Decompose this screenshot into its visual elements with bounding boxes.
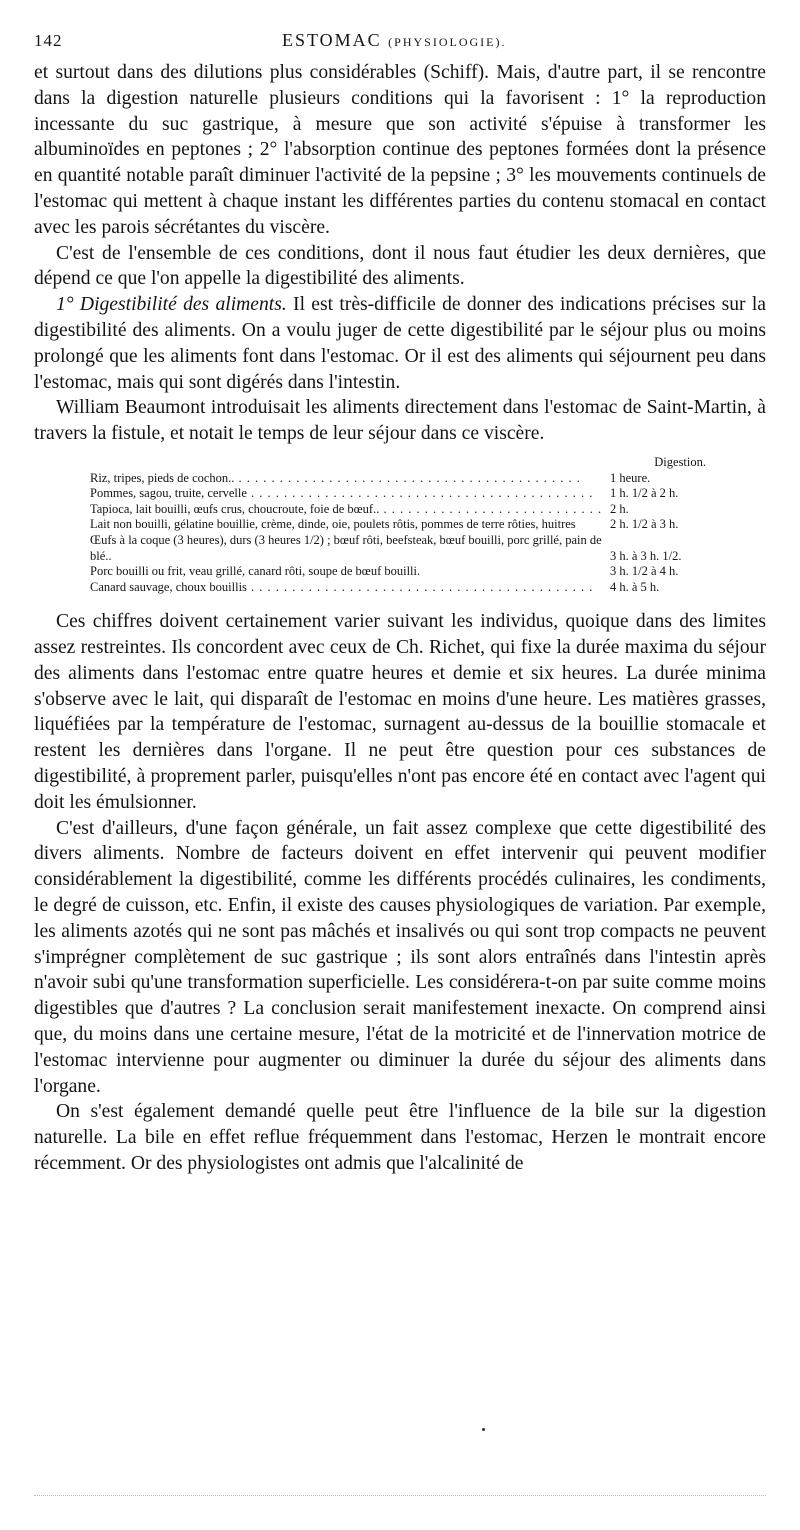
paragraph-3: [34, 292, 766, 395]
paragraph-1: et surtout dans des dilutions plus considérables (Schiff). Mais, d'autre part, il se rencontre dans la digestion naturelle plusieurs conditions qui la favorisent : 1° la reproduction incessante du suc gastrique, à mesure que son activité s'épuise à transformer les albuminoïdes en peptones ; 2° l'absorption continue des peptones formées dont la présence en quantité notable paraît diminuer l'activité de la pepsine ; 3° les mouvements continuels de l'estomac qui mettent à chaque instant les différentes parties du contenu stomacal en contact avec les parois sécrétantes du viscère.: [34, 62, 766, 238]
table-row: [90, 517, 710, 533]
page-number: 142: [34, 31, 63, 50]
page-footer-rule: [34, 1495, 766, 1496]
table-time: 4 h. à 5 h.: [610, 579, 660, 594]
paragraph-6: C'est d'ailleurs, d'une façon générale, un fait assez complexe que cette digestibilité des divers aliments. Nombre de facteurs doivent en effet intervenir qui peuvent modifier considérablement la digestibilité, comme les différents procédés culinaires, les condiments, le degré de cuisson, etc. Enfin, il existe des causes physiologiques de variation. Par exemple, les aliments azotés qui ne sont pas mâchés et insalivés ou qui sont trop compacts ne peuvent s'imprégner complètement de suc gastrique ; ils sont alors entraînés dans l'intestin après n'avoir subi qu'une transformation superficielle. Les considérera-t-on par suite comme moins digestibles que d'autres ? La conclusion serait manifestement inexacte. On comprend ainsi que, du moins dans une certaine mesure, l'état de la motricité et de l'innervation motrice de l'estomac intervienne pour augmenter ou diminuer la durée du séjour des aliments dans l'organe.: [34, 817, 766, 1097]
paragraph-2: C'est de l'ensemble de ces conditions, dont il nous faut étudier les deux dernières, que dépend ce que l'on appelle la digestibilité des aliments.: [34, 242, 766, 290]
table-header: Digestion.: [654, 454, 706, 469]
table-time: 3 h. à 3 h. 1/2.: [610, 548, 682, 563]
table-food: Porc bouilli ou frit, veau grillé, canard rôti, soupe de bœuf bouilli.: [90, 564, 421, 579]
running-header: [34, 30, 766, 60]
table-time: 1 heure.: [610, 470, 651, 485]
table-food: Canard sauvage, choux bouillis . . .: [90, 580, 602, 596]
section-heading: 1° Digestibilité des aliments.: [56, 294, 287, 316]
table-time: 2 h. 1/2 à 3 h.: [610, 517, 679, 532]
table-row: [90, 580, 710, 596]
table-time: 2 h.: [610, 501, 629, 516]
table-row: [90, 486, 710, 502]
table-food: Pommes, sagou, truite, cervelle . . .: [90, 486, 602, 502]
table-row: [90, 471, 710, 487]
table-row: [90, 533, 710, 564]
table-food: Lait non bouilli, gélatine bouillie, crème, dinde, oie, poulets rôtis, pommes de terre rôties, huitres: [90, 517, 576, 532]
running-title: [282, 30, 507, 51]
ink-speck: [482, 1428, 485, 1431]
table-row: [90, 564, 710, 580]
table-food: Œufs à la coque (3 heures), durs (3 heures 1/2) ; bœuf rôti, beefsteak, bœuf bouilli, porc grillé, pain de blé..: [90, 532, 602, 563]
table-time: 3 h. 1/2 à 4 h.: [610, 564, 679, 579]
paragraph-5: Ces chiffres doivent certainement varier suivant les individus, quoique dans des limites assez restreintes. Ils concordent avec ceux de Ch. Richet, qui fixe la durée maxima du séjour des aliments dans l'estomac entre quatre heures et demie et six heures. La durée minima s'observe avec le lait, qui disparaît de l'estomac en moins d'une heure. Les matières grasses, liquéfiées par la température de l'estomac, surnagent au-dessus de la bouillie stomacale et restent les dernières dans l'organe. Il ne peut être question pour ces substances de digestibilité, à proprement parler, puisqu'elles n'ont pas encore été en contact avec l'agent qui doit les émulsionner.: [34, 611, 766, 813]
book-page: [34, 30, 766, 1177]
table-time: 1 h. 1/2 à 2 h.: [610, 486, 679, 501]
table-food: Tapioca, lait bouilli, œufs crus, choucroute, foie de bœuf.. . . .: [90, 502, 602, 518]
running-title-main: ESTOMAC: [281, 30, 382, 50]
table-food: Riz, tripes, pieds de cochon.. . . .: [90, 471, 602, 487]
digestion-table: [90, 455, 710, 595]
paragraph-4: William Beaumont introduisait les aliments directement dans l'estomac de Saint-Martin, à travers la fistule, et notait le temps de leur séjour dans ce viscère.: [34, 397, 766, 445]
paragraph-3-text: Il est très-difficile de donner des indications précises sur la digestibilité des aliments. On a voulu juger de cette digestibilité par le séjour plus ou moins prolongé que les aliments font dans l'estomac. Or il est des aliments qui séjournent peu dans l'estomac, mais qui sont digérés dans l'intestin.: [34, 294, 766, 393]
running-title-sub: (PHYSIOLOGIE).: [388, 35, 507, 49]
paragraph-7: On s'est également demandé quelle peut être l'influence de la bile sur la digestion naturelle. La bile en effet reflue fréquemment dans l'estomac, Herzen le montrait encore récemment. Or des physiologistes ont admis que l'alcalinité de: [34, 1101, 766, 1175]
table-row: [90, 502, 710, 518]
